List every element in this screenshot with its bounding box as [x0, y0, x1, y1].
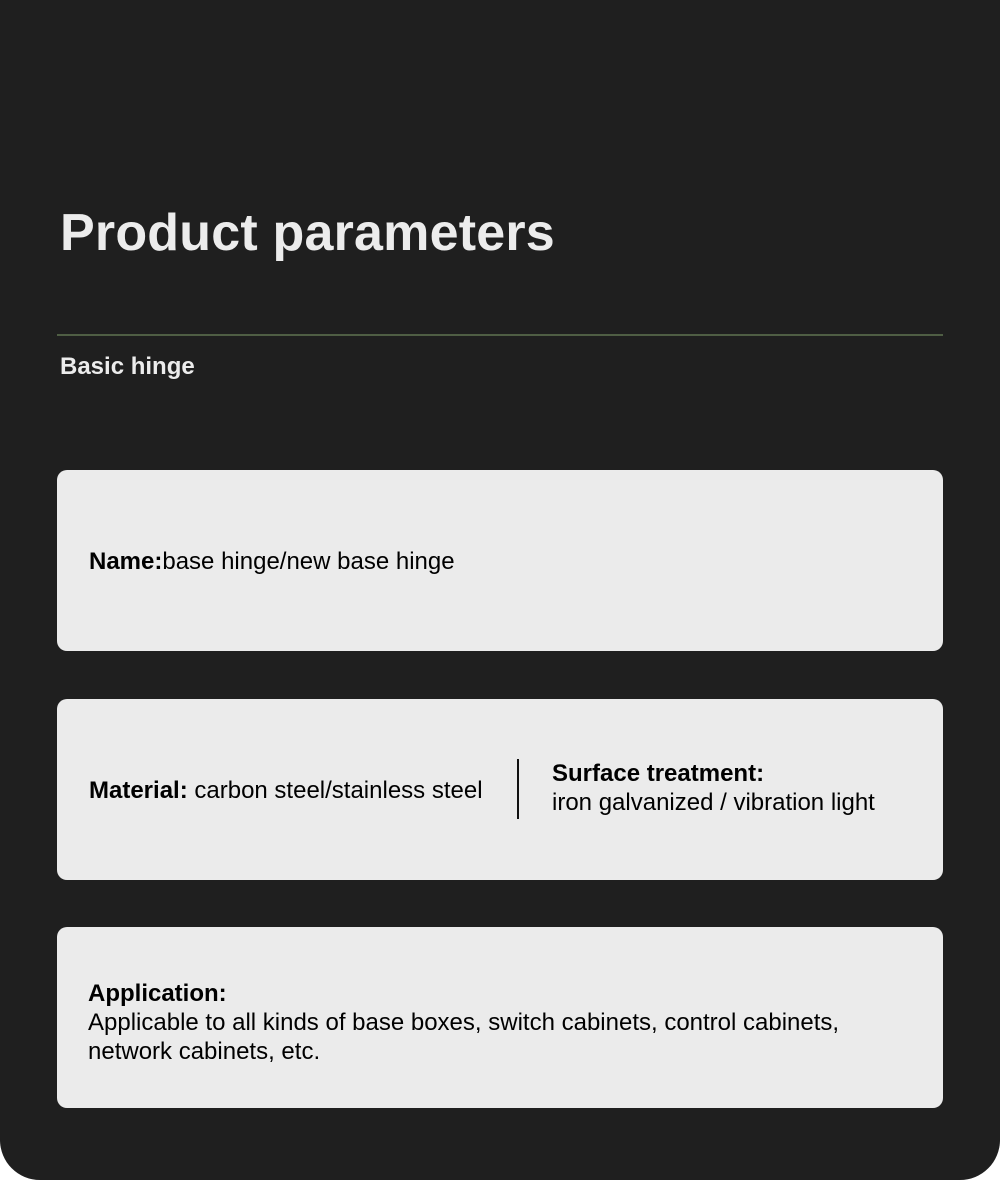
- application-card: [57, 927, 943, 1108]
- application-value: Applicable to all kinds of base boxes, switch cabinets, control cabinets, network cabinets, etc.: [88, 1009, 840, 1065]
- material-label: Material:: [89, 777, 188, 804]
- surface-treatment-block: [552, 759, 875, 817]
- application-block: [88, 979, 908, 1066]
- name-value: base hinge/new base hinge: [162, 548, 455, 575]
- name-row: [89, 548, 455, 576]
- name-card: [57, 470, 943, 651]
- surface-treatment-value: iron galvanized / vibration light: [552, 789, 875, 816]
- page-title: Product parameters: [60, 204, 555, 262]
- surface-treatment-label: Surface treatment:: [552, 760, 765, 787]
- product-subtitle: Basic hinge: [60, 353, 195, 380]
- material-row: [89, 777, 483, 805]
- application-label: Application:: [88, 980, 227, 1007]
- material-value: carbon steel/stainless steel: [194, 777, 483, 804]
- material-card: [57, 699, 943, 880]
- title-divider: [57, 334, 943, 336]
- vertical-separator: [517, 759, 519, 819]
- name-label: Name:: [89, 548, 163, 575]
